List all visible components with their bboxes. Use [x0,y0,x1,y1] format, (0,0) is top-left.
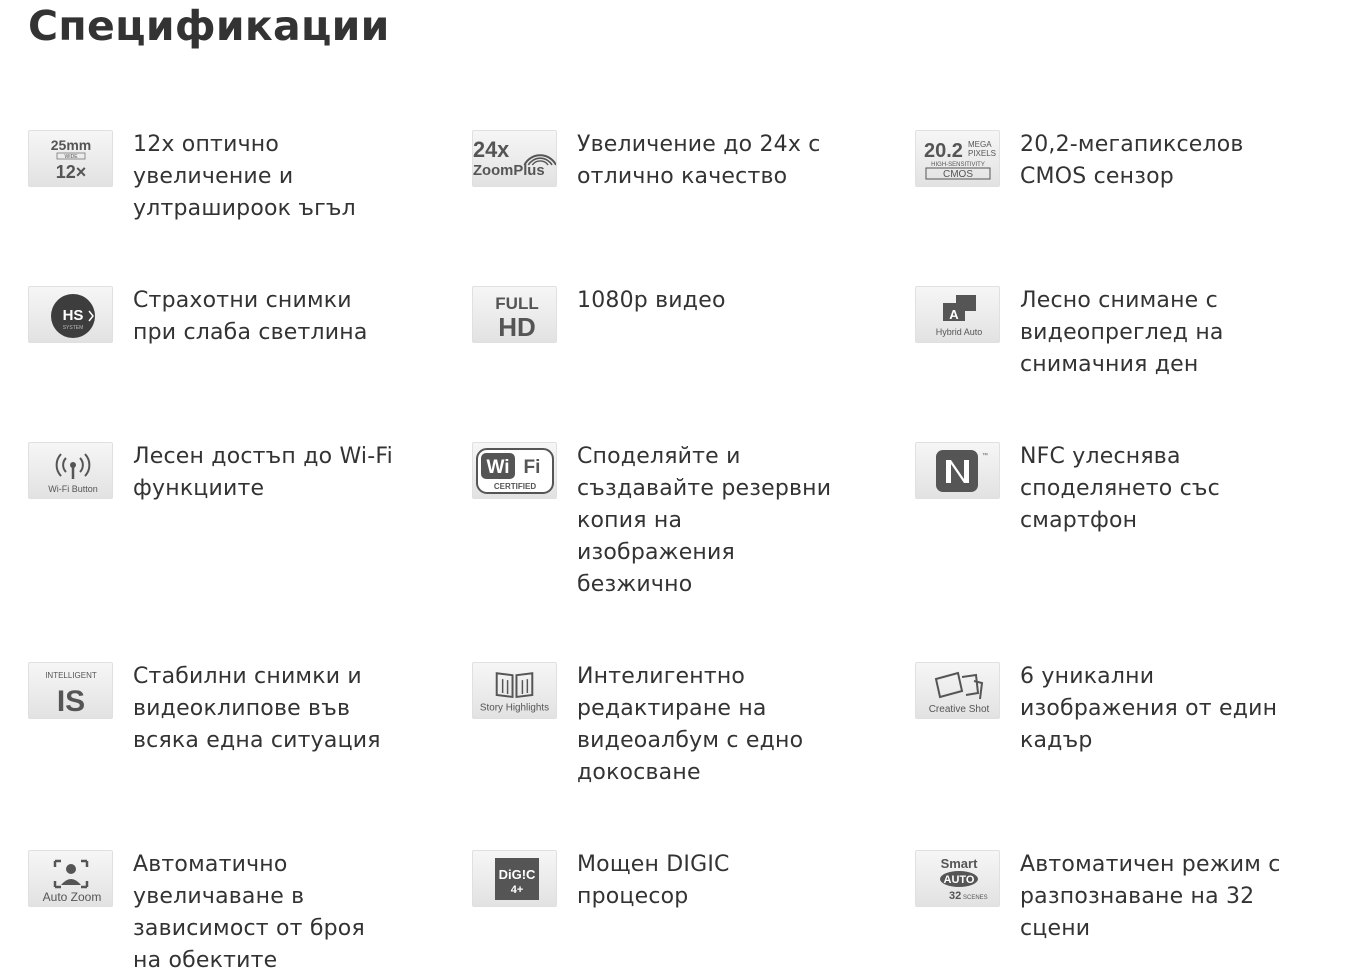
feature-label: Увеличение до 24x с отлично качество [577,132,821,189]
feature-label: Автоматично увеличаване в зависимост от броя на обектите [133,852,365,973]
nfc-icon [915,442,1000,499]
cmos-sensor-icon [915,130,1000,187]
feature-label: Стабилни снимки и видеоклипове във всяка една ситуация [133,664,381,753]
wifi-button-icon [28,442,113,499]
svg-text:SCENES: SCENES [962,894,988,901]
feature-label: Страхотни снимки при слаба светлина [133,288,368,345]
svg-text:HS: HS [62,306,83,324]
page-title: Спецификации [28,2,390,50]
feature-item [28,662,448,757]
svg-text:HIGH-SENSITIVITY: HIGH-SENSITIVITY [930,161,985,168]
feature-item [915,662,1335,757]
feature-label: Споделяйте и създавайте резервни копия на изображения безжично [577,444,832,597]
feature-label: Мощен DIGIC процесор [577,852,730,909]
smart-auto-icon [915,850,1000,907]
svg-text:INTELLIGENT: INTELLIGENT [44,670,97,680]
feature-label: Автоматичен режим с разпознаване на 32 сцени [1020,852,1281,941]
svg-text:MEGA: MEGA [967,139,992,149]
feature-label: Лесен достъп до Wi-Fi функциите [133,444,393,501]
svg-text:FULL: FULL [494,293,539,313]
wifi-certified-icon [472,442,557,499]
svg-text:Wi: Wi [485,456,510,478]
svg-text:Story Highlights: Story Highlights [479,702,550,714]
svg-text:IS: IS [56,684,85,717]
intelligent-is-icon [28,662,113,719]
svg-text:24x: 24x [473,136,510,162]
svg-text:4+: 4+ [510,883,523,896]
svg-text:™: ™ [981,452,988,459]
feature-item [472,662,892,789]
svg-text:32: 32 [948,889,961,902]
feature-item [28,286,448,349]
feature-label: 1080p видео [577,288,726,313]
svg-text:WIDE: WIDE [63,153,78,160]
feature-label: NFC улеснява споделянето със смартфон [1020,444,1220,533]
svg-text:Creative Shot: Creative Shot [928,703,989,715]
feature-label: Интелигентно редактиране на видеоалбум с едно докосване [577,664,804,785]
feature-item [915,850,1335,945]
svg-text:SYSTEM: SYSTEM [62,324,83,331]
story-highlights-icon [472,662,557,719]
feature-item [28,442,448,505]
svg-text:ZoomPlus: ZoomPlus [473,162,545,179]
svg-text:HD: HD [497,311,536,341]
zoomplus-24x-icon [472,130,557,187]
svg-text:Auto Zoom: Auto Zoom [42,889,101,904]
feature-item [915,442,1335,537]
full-hd-icon [472,286,557,343]
feature-label: 6 уникални изображения от един кадър [1020,664,1278,753]
svg-text:Hybrid Auto: Hybrid Auto [935,326,982,337]
feature-label: 12x оптично увеличение и ултрашироок ъгъл [133,132,356,221]
svg-text:DiG!C: DiG!C [498,866,535,882]
feature-item [915,130,1335,193]
svg-text:12×: 12× [55,161,86,182]
feature-item [472,850,892,913]
hs-system-icon [28,286,113,343]
hybrid-auto-icon [915,286,1000,343]
svg-text:AUTO: AUTO [943,873,974,886]
feature-item [915,286,1335,381]
svg-text:Smart: Smart [940,855,977,871]
feature-item [28,850,448,977]
svg-text:Fi: Fi [523,456,540,478]
feature-label: Лесно снимане с видеопреглед на снимачния ден [1020,288,1224,377]
svg-text:25mm: 25mm [50,136,91,153]
svg-text:A: A [948,306,959,322]
svg-text:CMOS: CMOS [942,168,973,180]
feature-item [28,130,448,225]
feature-label: 20,2-мегапикселов CMOS сензор [1020,132,1244,189]
svg-text:CERTIFIED: CERTIFIED [493,481,536,491]
svg-text:PIXELS: PIXELS [967,148,996,158]
zoom-25mm-wide-icon [28,130,113,187]
auto-zoom-icon [28,850,113,907]
feature-item [472,442,892,601]
creative-shot-icon [915,662,1000,719]
svg-text:20.2: 20.2 [923,139,963,162]
feature-item [472,286,892,343]
digic-4-plus-icon [472,850,557,907]
feature-item [472,130,892,193]
svg-text:Wi-Fi Button: Wi-Fi Button [47,483,98,494]
